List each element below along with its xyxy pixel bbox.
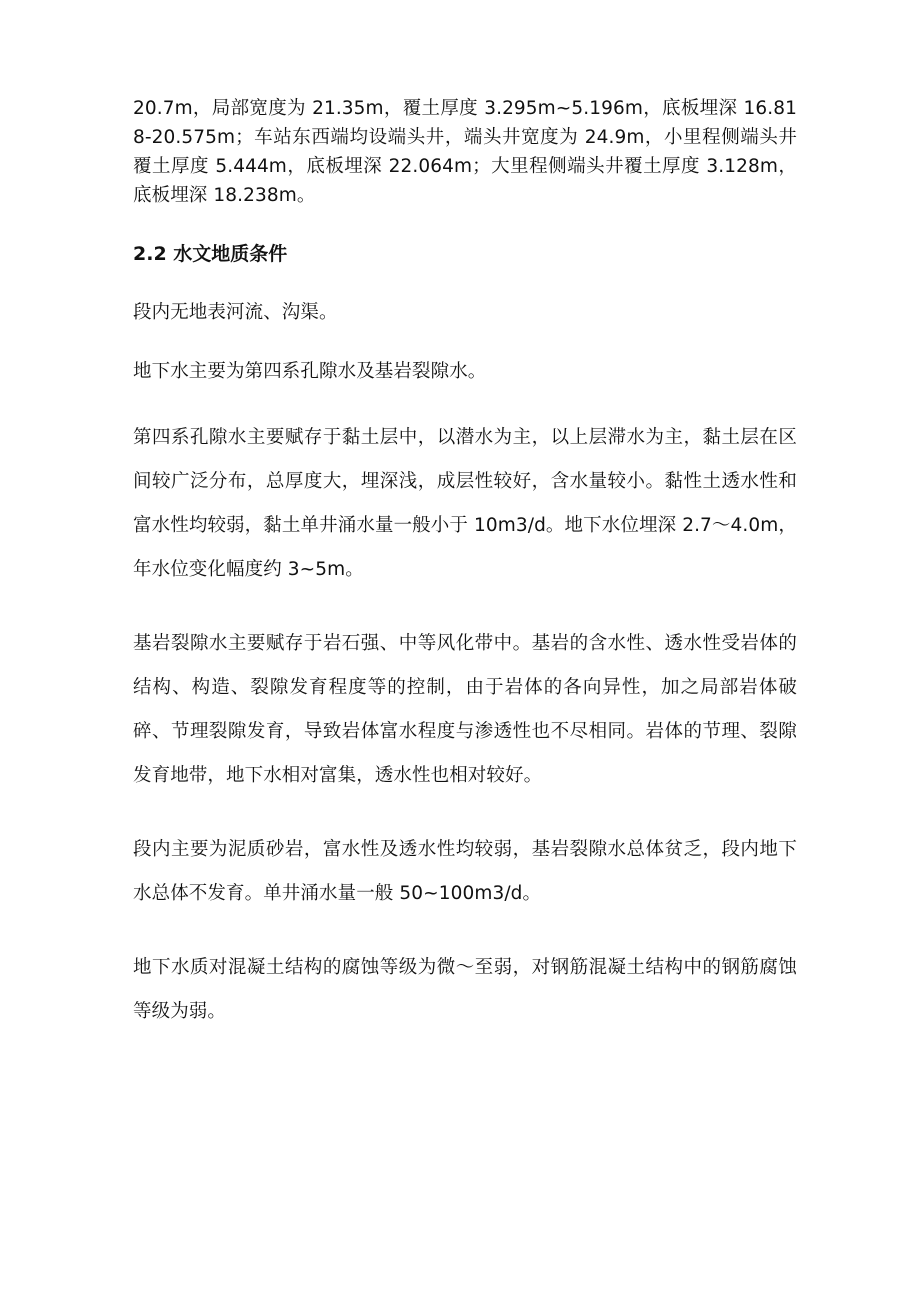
spacer [133,386,797,416]
spacer [133,210,797,240]
paragraph-groundwater-types: 地下水主要为第四系孔隙水及基岩裂隙水。 [133,361,487,382]
spacer [133,798,797,828]
spacer [133,592,797,622]
section-heading: 2.2 水文地质条件 [133,243,288,265]
paragraph-sandstone: 段内主要为泥质砂岩，富水性及透水性均较弱，基岩裂隙水总体贫乏，段内地下水总体不发育。单井涌水量一般 50~100m3/d。 [133,839,797,904]
spacer [133,327,797,357]
paragraph-corrosion: 地下水质对混凝土结构的腐蚀等级为微～至弱，对钢筋混凝土结构中的钢筋腐蚀等级为弱。 [133,957,797,1022]
paragraph-fissure-water: 基岩裂隙水主要赋存于岩石强、中等风化带中。基岩的含水性、透水性受岩体的结构、构造、裂隙发育程度等的控制，由于岩体的各向异性，加之局部岩体破碎、节理裂隙发育，导致岩体富水程度与渗透性也不尽相同。岩体的节理、裂隙发育地带，地下水相对富集，透水性也相对较好。 [133,633,797,786]
spacer [133,916,797,946]
spacer [133,268,797,298]
document-body [133,94,797,1034]
intro-paragraph: 20.7m，局部宽度为 21.35m，覆土厚度 3.295m~5.196m，底板埋深 16.818-20.575m；车站东西端均设端头井，端头井宽度为 24.9m，小里程侧端头井覆土厚度 5.444m，底板埋深 22.064m；大里程侧端头井覆土厚度 3.128m，底板埋深 18.238m。 [133,98,797,206]
paragraph-surface-water: 段内无地表河流、沟渠。 [133,302,338,323]
paragraph-pore-water: 第四系孔隙水主要赋存于黏土层中，以潜水为主，以上层滞水为主，黏土层在区间较广泛分布，总厚度大，埋深浅，成层性较好，含水量较小。黏性土透水性和富水性均较弱，黏土单井涌水量一般小于 10m3/d。地下水位埋深 2.7～4.0m，年水位变化幅度约 3~5m。 [133,427,797,580]
